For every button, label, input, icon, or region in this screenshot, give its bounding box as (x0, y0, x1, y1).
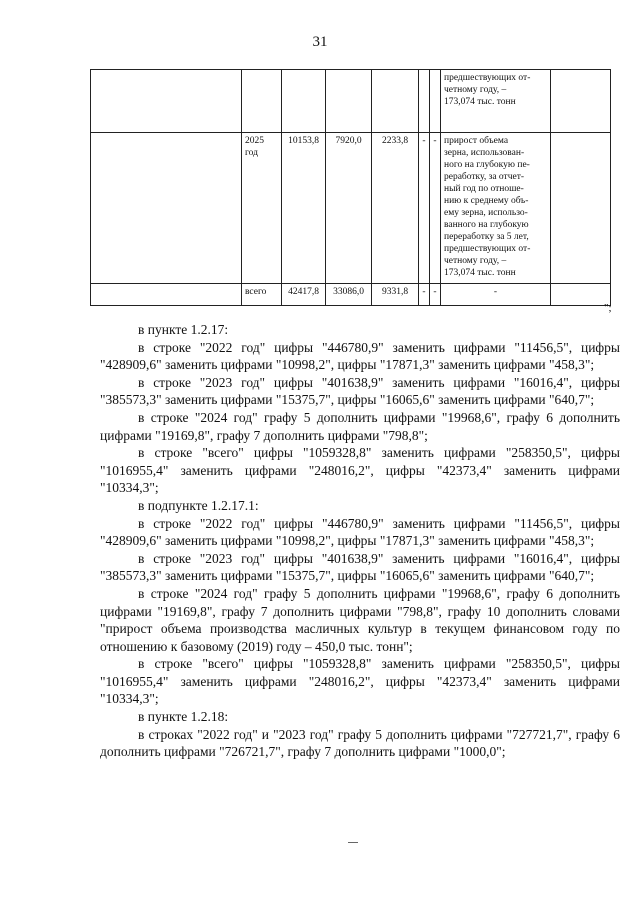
value-cell: 33086,0 (326, 284, 372, 306)
value-cell: 7920,0 (326, 133, 372, 284)
year-cell: 2025 год (242, 133, 282, 284)
value-cell (326, 70, 372, 133)
note-line: ный год по отноше- (444, 184, 524, 194)
year-cell: всего (242, 284, 282, 306)
note-line: четному году, – (444, 85, 507, 95)
blank-cell (551, 70, 611, 133)
paragraph: в строке "2022 год" цифры "446780,9" заменить цифрами "11456,5", цифры "428909,6" заменить цифрами "10998,2", цифры "17871,3" заменить цифрами "458,3"; (100, 339, 620, 373)
note-line: ему зерна, использо- (444, 208, 528, 218)
note-line: зерна, использован- (444, 148, 525, 158)
note-cell (441, 133, 551, 284)
blank-cell (551, 133, 611, 284)
blank-cell (91, 133, 242, 284)
dash-cell (430, 70, 441, 133)
value-cell: 9331,8 (372, 284, 419, 306)
value-cell (282, 70, 326, 133)
paragraph: в строке "2024 год" графу 5 дополнить цифрами "19968,6", графу 6 дополнить цифрами "19169,8", графу 7 дополнить цифрами "798,8"; (100, 409, 620, 443)
year-cell (242, 70, 282, 133)
note-line: 173,074 тыс. тонн (444, 268, 516, 278)
dash-cell: - (419, 133, 430, 284)
value-cell: 42417,8 (282, 284, 326, 306)
dash-cell: - (419, 284, 430, 306)
table-closing-quote: "; (604, 302, 612, 314)
amendment-table (90, 69, 611, 306)
paragraph: в строке "всего" цифры "1059328,8" заменить цифрами "258350,5", цифры "1016955,4" заменить цифрами "248016,2", цифры "42373,4" заменить цифрами "10334,3"; (100, 656, 620, 707)
document-body (100, 321, 620, 761)
note-line: предшествующих от- (444, 244, 531, 254)
paragraph: в строке "всего" цифры "1059328,8" заменить цифрами "258350,5", цифры "1016955,4" заменить цифрами "248016,2", цифры "42373,4" заменить цифрами "10334,3"; (100, 445, 620, 496)
note-line: нию к среднему объ- (444, 196, 529, 206)
blank-cell (91, 284, 242, 306)
value-cell: 10153,8 (282, 133, 326, 284)
dash-cell (419, 70, 430, 133)
paragraph: в строке "2023 год" цифры "401638,9" заменить цифрами "16016,4", цифры "385573,3" заменить цифрами "15375,7", цифры "16065,6" заменить цифрами "640,7"; (100, 550, 620, 584)
note-line: ного на глубокую пе- (444, 160, 530, 170)
note-line: четному году, – (444, 256, 507, 266)
table-row (91, 133, 611, 284)
note-line: - (493, 287, 498, 297)
dash-cell: - (430, 284, 441, 306)
page-number: 31 (312, 34, 328, 50)
table-row (91, 284, 611, 306)
table-row (91, 70, 611, 133)
blank-cell (91, 70, 242, 133)
blank-cell (551, 284, 611, 306)
note-line: реработку, за отчет- (444, 172, 525, 182)
note-line: переработку за 5 лет, (444, 232, 529, 242)
paragraph: в пункте 1.2.18: (138, 709, 229, 725)
note-cell (441, 70, 551, 133)
note-line: прирост объема (444, 136, 509, 146)
paragraph: в строке "2024 год" графу 5 дополнить цифрами "19968,6", графу 6 дополнить цифрами "19169,8", графу 7 дополнить цифрами "798,8", графу 10 дополнить словами "прирост объема производства масличных культур в текущем финансовом году по отношению к базовому (2019) году – 450,0 тыс. тонн"; (100, 585, 620, 654)
paragraph: в строках "2022 год" и "2023 год" графу 5 дополнить цифрами "727721,7", графу 6 дополнить цифрами "726721,7", графу 7 дополнить цифрами "1000,0"; (100, 726, 620, 760)
footer-mark (348, 842, 358, 843)
value-cell: 2233,8 (372, 133, 419, 284)
paragraph: в пункте 1.2.17: (138, 322, 229, 337)
note-line: 173,074 тыс. тонн (444, 97, 516, 107)
paragraph: в строке "2022 год" цифры "446780,9" заменить цифрами "11456,5", цифры "428909,6" заменить цифрами "10998,2", цифры "17871,3" заменить цифрами "458,3"; (100, 515, 620, 549)
value-cell (372, 70, 419, 133)
note-cell (441, 284, 551, 306)
dash-cell: - (430, 133, 441, 284)
note-line: ванного на глубокую (444, 220, 529, 230)
paragraph: в подпункте 1.2.17.1: (138, 497, 259, 513)
note-line: предшествующих от- (444, 73, 531, 83)
paragraph: в строке "2023 год" цифры "401638,9" заменить цифрами "16016,4", цифры "385573,3" заменить цифрами "15375,7", цифры "16065,6" заменить цифрами "640,7"; (100, 374, 620, 408)
